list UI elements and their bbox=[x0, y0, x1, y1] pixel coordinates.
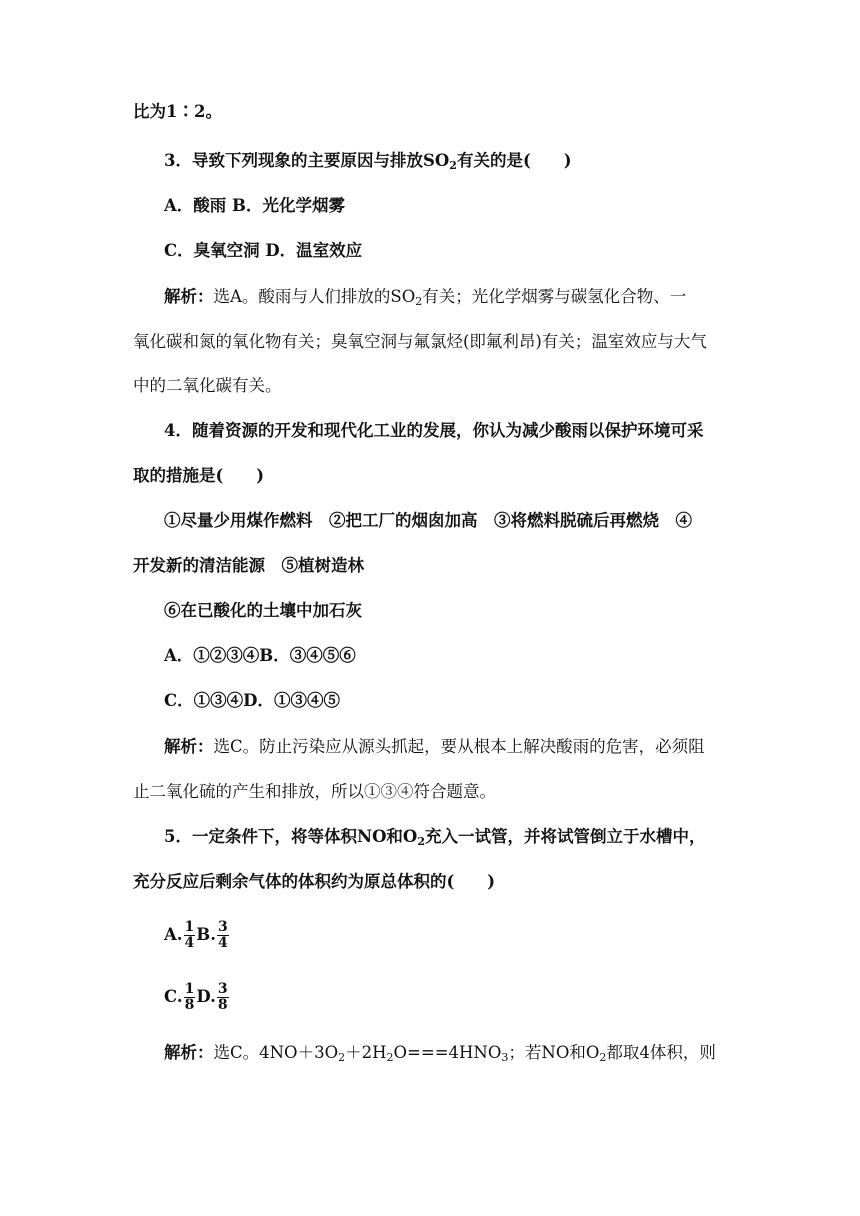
question-4-stem-line-2: 取的措施是( ) bbox=[133, 466, 265, 485]
question-3-explanation-line-3: 中的二氧化碳有关。 bbox=[133, 376, 282, 395]
question-4-items-line-1: ①尽量少用煤作燃料 ②把工厂的烟囱加高 ③将燃料脱硫后再燃烧 ④ bbox=[164, 511, 692, 530]
fraction: $\frac{1}{4}$ bbox=[184, 919, 195, 951]
question-4-explanation-line-1: 解析：选C。防止污染应从源头抓起，要从根本上解决酸雨的危害，必须阻 bbox=[164, 737, 705, 756]
question-4-explanation-line-2: 止二氧化硫的产生和排放，所以①③④符合题意。 bbox=[133, 782, 496, 801]
fraction: $\frac{3}{4}$ bbox=[218, 919, 228, 951]
fraction: $\frac{3}{8}$ bbox=[217, 981, 228, 1013]
question-5-explanation-line-1: 解析：选C。$4NO+3O_2+2H_2O===4HNO_3$；若NO和$O_2$都取4体积，则 bbox=[164, 1043, 716, 1064]
question-3-explanation-line-1: 解析：选A。酸雨与人们排放的$SO_2$有关；光化学烟雾与碳氢化合物、一 bbox=[164, 287, 687, 308]
question-4-stem-line-1: 4．随着资源的开发和现代化工业的发展，你认为减少酸雨以保护环境可采 bbox=[164, 421, 704, 440]
question-5-options-ab: A. $\frac{1}{4}$ B. $\frac{3}{4}$ bbox=[164, 919, 228, 951]
question-5-stem-line-1: 5．一定条件下，将等体积NO和$O_2$充入一试管，并将试管倒立于水槽中， bbox=[164, 827, 706, 848]
question-3-explanation-line-2: 氧化碳和氮的氧化物有关；臭氧空洞与氟氯烃(即氟利昂)有关；温室效应与大气 bbox=[133, 332, 707, 351]
question-5-stem-line-2: 充分反应后剩余气体的体积约为原总体积的( ) bbox=[133, 872, 496, 891]
question-3-options-cd: C．臭氧空洞 D．温室效应 bbox=[164, 241, 363, 260]
question-3-stem: 3．导致下列现象的主要原因与排放$SO_2$有关的是( ) bbox=[164, 151, 572, 172]
question-4-options-ab: A．①②③④B．③④⑤⑥ bbox=[164, 646, 356, 665]
question-4-options-cd: C．①③④D．①③④⑤ bbox=[164, 691, 340, 710]
question-4-items-line-3: ⑥在已酸化的土壤中加石灰 bbox=[164, 601, 362, 620]
text-line: 比为1∶2。 bbox=[133, 102, 222, 121]
fraction: $\frac{1}{8}$ bbox=[184, 981, 195, 1013]
question-3-options-ab: A．酸雨 B．光化学烟雾 bbox=[164, 196, 345, 215]
question-4-items-line-2: 开发新的清洁能源 ⑤植树造林 bbox=[133, 556, 364, 575]
question-5-options-cd: C. $\frac{1}{8}$ D. $\frac{3}{8}$ bbox=[164, 981, 228, 1013]
